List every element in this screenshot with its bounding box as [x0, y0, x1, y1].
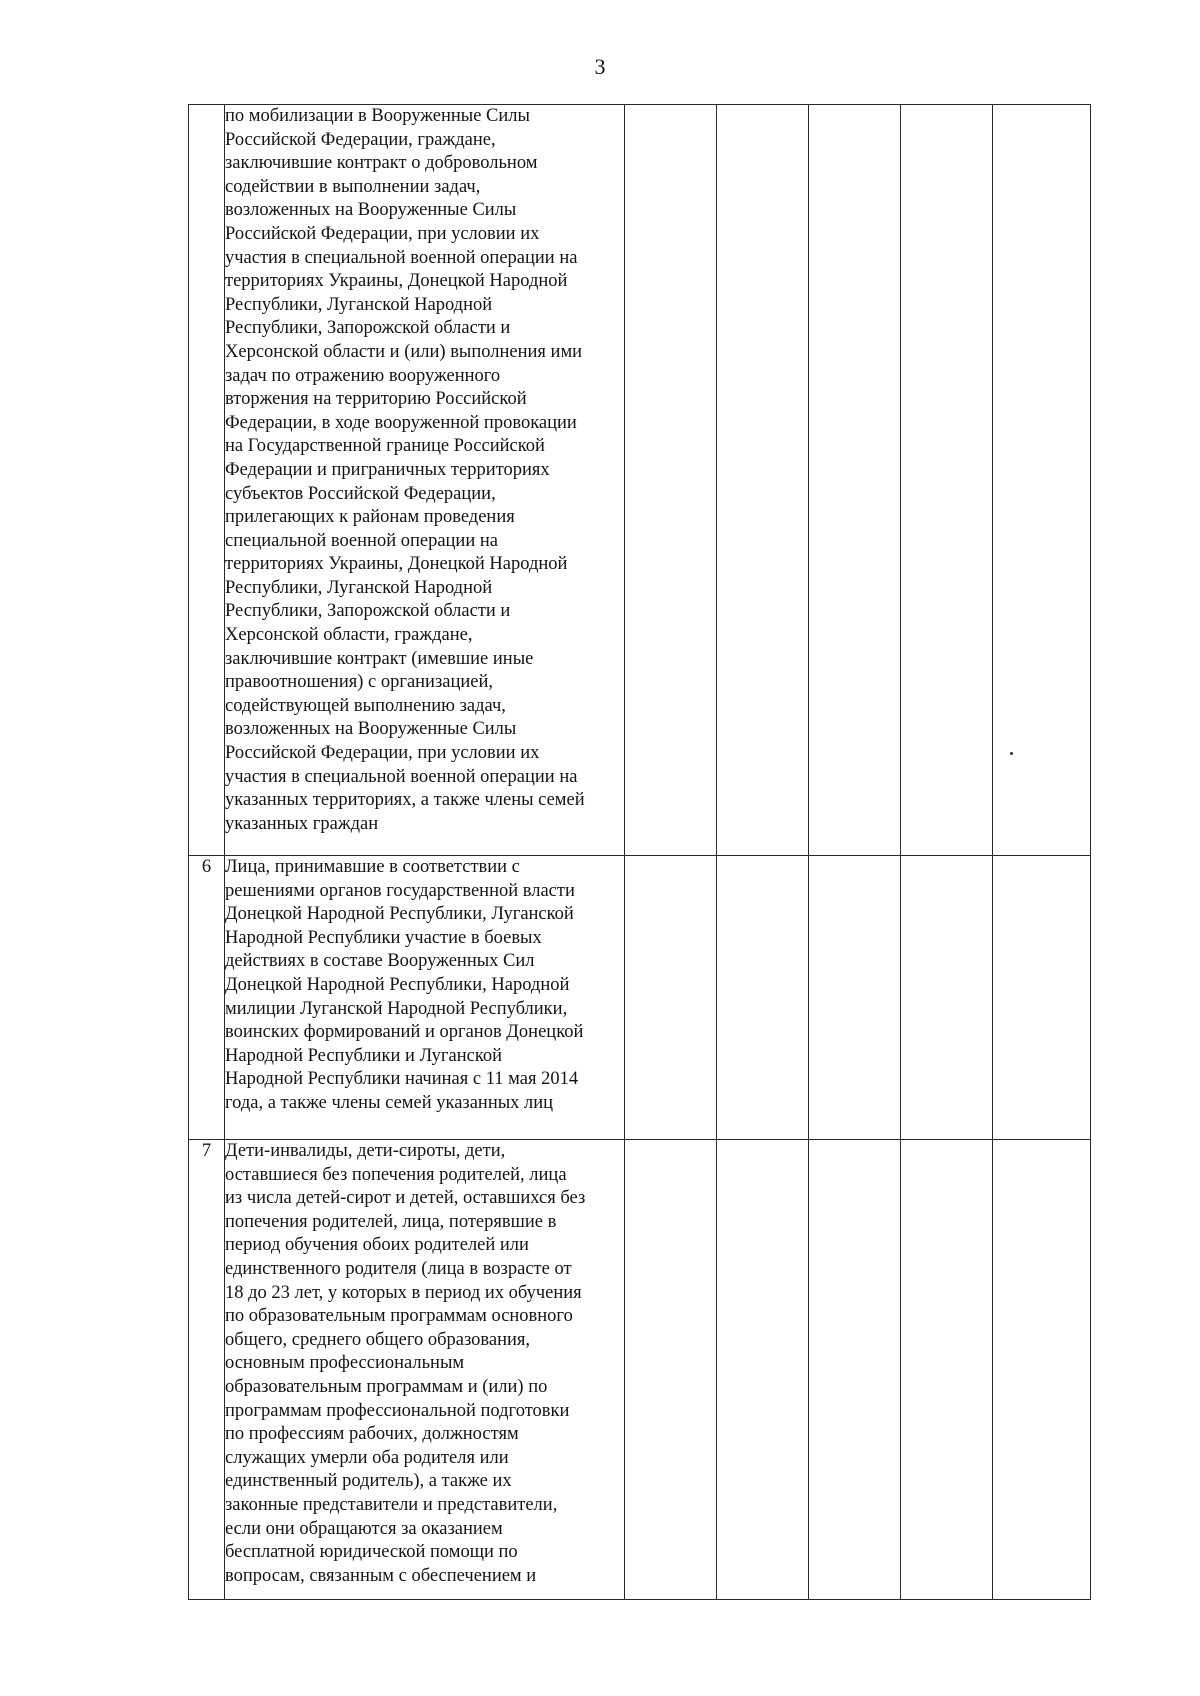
text-line: территориях Украины, Донецкой Народной	[225, 554, 568, 575]
text-line: по мобилизации в Вооруженные Силы	[225, 106, 530, 126]
text-line: Народной Республики участие в боевых	[225, 927, 542, 948]
text-line: если они обращаются за оказанием	[225, 1518, 503, 1539]
row-number	[189, 105, 225, 856]
text-line: Народной Республики начиная с 11 мая 2014	[225, 1069, 579, 1090]
text-line: Лица, принимавшие в соответствии с	[225, 857, 520, 877]
text-line: специальной военной операции на	[225, 530, 498, 551]
text-line: попечения родителей, лица, потерявшие в	[225, 1211, 557, 1232]
scan-speck	[1010, 752, 1013, 755]
text-line: по профессиям рабочих, должностям	[225, 1424, 519, 1445]
text-line: задач по отражению вооруженного	[225, 365, 501, 386]
text-line: действиях в составе Вооруженных Сил	[225, 951, 535, 972]
text-line: общего, среднего общего образования,	[225, 1329, 531, 1350]
text-line: Федерации и приграничных территориях	[225, 459, 550, 480]
text-line: период обучения обоих родителей или	[225, 1235, 529, 1256]
text-line: Дети-инвалиды, дети-сироты, дети,	[225, 1141, 506, 1161]
text-line: Херсонской области, граждане,	[225, 625, 473, 646]
text-line: Российской Федерации, граждане,	[225, 129, 496, 150]
text-line: возложенных на Вооруженные Силы	[225, 200, 517, 221]
beneficiaries-table	[188, 104, 1091, 1600]
text-line: содействии в выполнении задач,	[225, 176, 481, 197]
text-line: вторжения на территорию Российской	[225, 389, 527, 410]
text-line: вопросам, связанным с обеспечением и	[225, 1565, 537, 1586]
empty-cell	[625, 105, 717, 856]
text-line: основным профессиональным	[225, 1353, 465, 1374]
text-line: Донецкой Народной Республики, Луганской	[225, 904, 574, 925]
text-line: Республики, Запорожской области и	[225, 318, 511, 339]
text-line: участия в специальной военной операции на	[225, 247, 578, 268]
row-number: 7	[189, 1140, 225, 1600]
text-line: Республики, Луганской Народной	[225, 294, 493, 315]
table-row	[189, 1140, 1091, 1600]
text-line: Республики, Запорожской области и	[225, 601, 511, 622]
empty-cell	[717, 1140, 809, 1600]
row-description	[225, 856, 625, 1140]
text-line: прилегающих к районам проведения	[225, 507, 515, 528]
empty-cell	[717, 856, 809, 1140]
empty-cell	[625, 1140, 717, 1600]
text-line: заключившие контракт (имевшие иные	[225, 648, 534, 669]
empty-cell	[809, 105, 901, 856]
table-row	[189, 856, 1091, 1140]
row-number: 6	[189, 856, 225, 1140]
text-line: Народной Республики и Луганской	[225, 1045, 503, 1066]
text-line: года, а также члены семей указанных лиц	[225, 1092, 554, 1113]
text-line: Херсонской области и (или) выполнения ими	[225, 341, 583, 362]
empty-cell	[809, 856, 901, 1140]
empty-cell	[717, 105, 809, 856]
text-line: указанных территориях, а также члены семей	[225, 790, 585, 811]
empty-cell	[901, 105, 993, 856]
empty-cell	[901, 856, 993, 1140]
empty-cell	[901, 1140, 993, 1600]
text-line: бесплатной юридической помощи по	[225, 1542, 518, 1563]
text-line: 18 до 23 лет, у которых в период их обучения	[225, 1282, 582, 1303]
text-line: служащих умерли оба родителя или	[225, 1447, 509, 1468]
text-line: участия в специальной военной операции на	[225, 766, 578, 787]
text-line: образовательным программам и (или) по	[225, 1376, 548, 1397]
text-line: решениями органов государственной власти	[225, 880, 575, 901]
text-line: указанных граждан	[225, 813, 379, 834]
text-line: заключившие контракт о добровольном	[225, 153, 538, 174]
text-line: Федерации, в ходе вооруженной провокации	[225, 412, 577, 433]
text-line: субъектов Российской Федерации,	[225, 483, 496, 504]
empty-cell	[809, 1140, 901, 1600]
empty-cell	[625, 856, 717, 1140]
text-line: возложенных на Вооруженные Силы	[225, 719, 517, 740]
text-line: милиции Луганской Народной Республики,	[225, 998, 568, 1019]
text-line: на Государственной границе Российской	[225, 436, 545, 457]
empty-cell	[993, 1140, 1091, 1600]
text-line: правоотношения) с организацией,	[225, 672, 494, 693]
text-line: оставшиеся без попечения родителей, лица	[225, 1164, 567, 1185]
row-description	[225, 1140, 625, 1600]
page-number: 3	[594, 54, 606, 79]
text-line: Донецкой Народной Республики, Народной	[225, 974, 570, 995]
text-line: содействующей выполнению задач,	[225, 695, 506, 716]
text-line: Российской Федерации, при условии их	[225, 223, 540, 244]
text-line: единственный родитель), а также их	[225, 1471, 512, 1492]
text-line: воинских формирований и органов Донецкой	[225, 1022, 584, 1043]
table-row	[189, 105, 1091, 856]
empty-cell	[993, 105, 1091, 856]
text-line: территориях Украины, Донецкой Народной	[225, 271, 568, 292]
row-description	[225, 105, 625, 856]
text-line: по образовательным программам основного	[225, 1306, 573, 1327]
text-line: единственного родителя (лица в возрасте от	[225, 1258, 572, 1279]
text-line: Российской Федерации, при условии их	[225, 743, 540, 764]
text-line: из числа детей-сирот и детей, оставшихся без	[225, 1188, 586, 1209]
text-line: программам профессиональной подготовки	[225, 1400, 570, 1421]
empty-cell	[993, 856, 1091, 1140]
text-line: Республики, Луганской Народной	[225, 577, 493, 598]
text-line: законные представители и представители,	[225, 1494, 558, 1515]
